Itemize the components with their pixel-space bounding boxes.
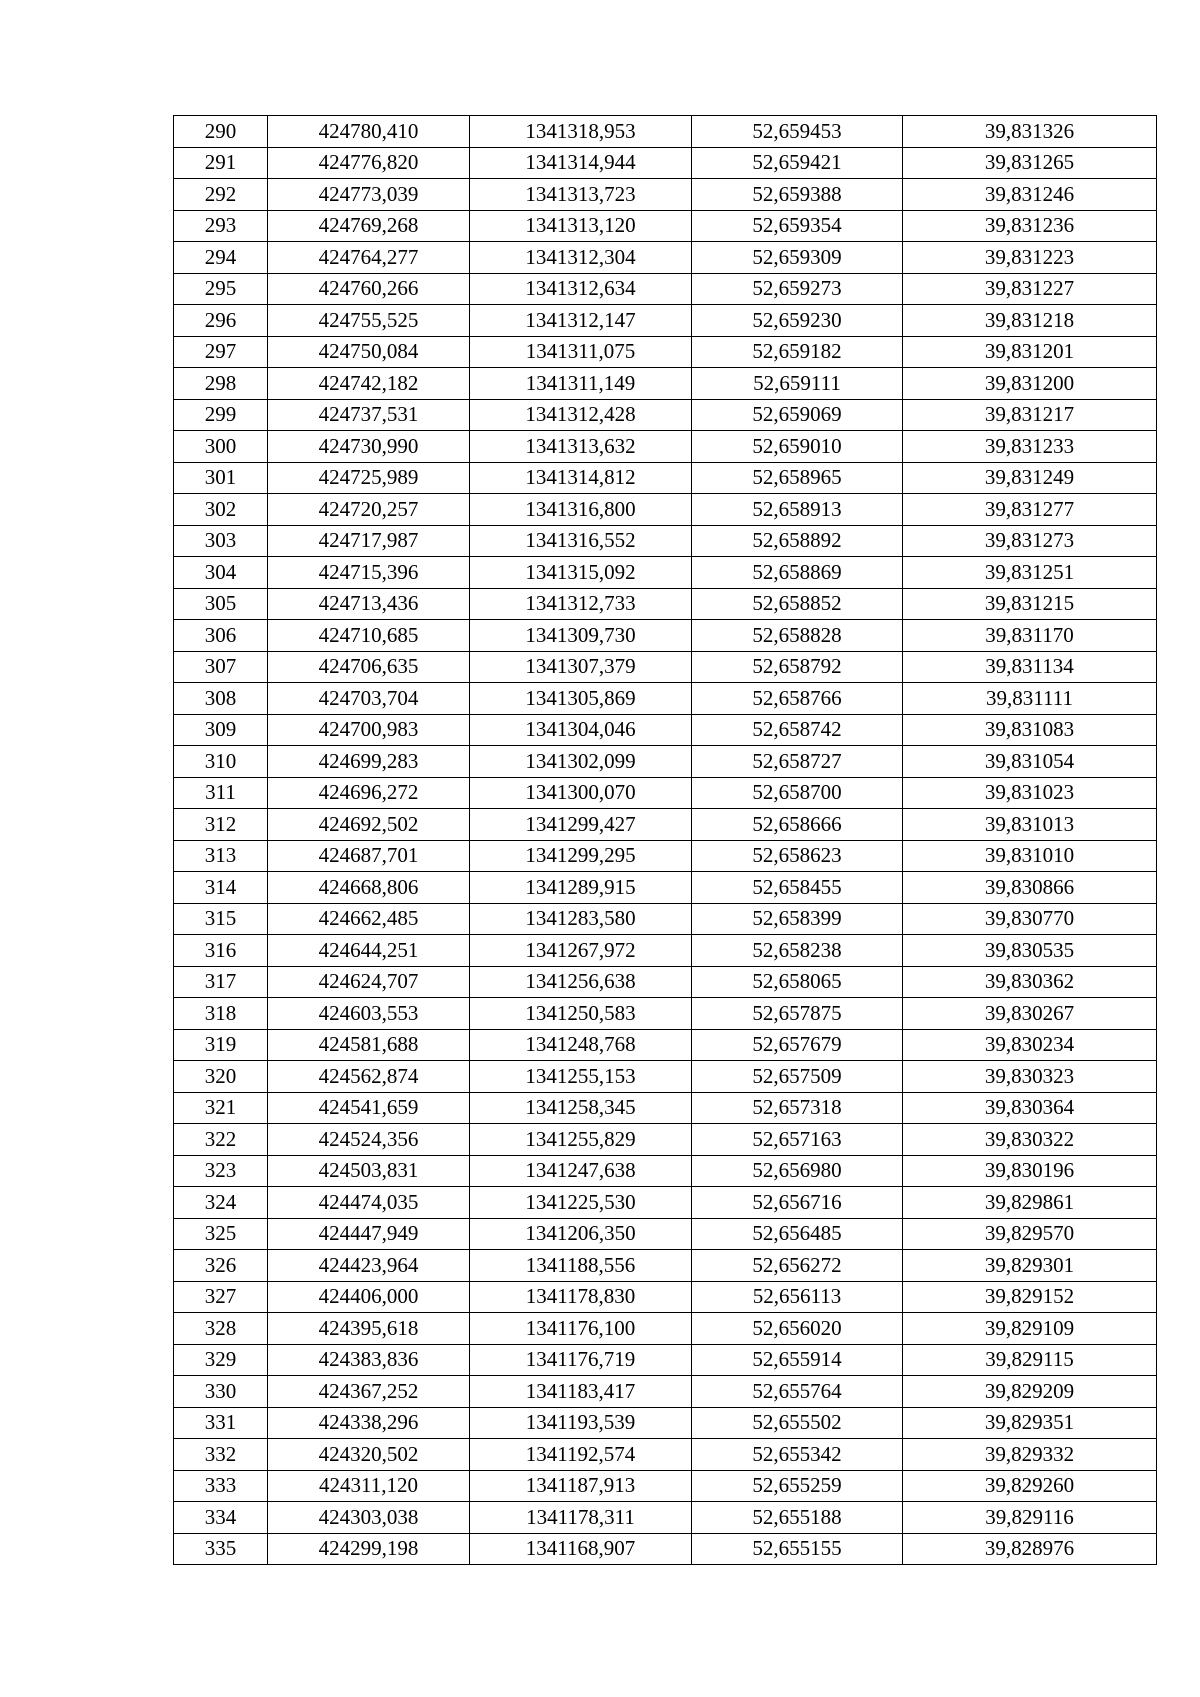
longitude-cell: 39,830364 bbox=[903, 1092, 1157, 1124]
x-coordinate-cell: 424320,502 bbox=[268, 1439, 470, 1471]
longitude-cell: 39,829861 bbox=[903, 1187, 1157, 1219]
longitude-cell: 39,830362 bbox=[903, 966, 1157, 998]
longitude-cell: 39,831236 bbox=[903, 210, 1157, 242]
latitude-cell: 52,659010 bbox=[692, 431, 903, 463]
point-number-cell: 333 bbox=[174, 1470, 268, 1502]
longitude-cell: 39,830866 bbox=[903, 872, 1157, 904]
table-row bbox=[174, 1313, 1157, 1345]
point-number-cell: 328 bbox=[174, 1313, 268, 1345]
latitude-cell: 52,658065 bbox=[692, 966, 903, 998]
point-number-cell: 314 bbox=[174, 872, 268, 904]
x-coordinate-cell: 424624,707 bbox=[268, 966, 470, 998]
x-coordinate-cell: 424755,525 bbox=[268, 305, 470, 337]
latitude-cell: 52,658869 bbox=[692, 557, 903, 589]
table-row bbox=[174, 1250, 1157, 1282]
point-number-cell: 319 bbox=[174, 1029, 268, 1061]
point-number-cell: 304 bbox=[174, 557, 268, 589]
latitude-cell: 52,656485 bbox=[692, 1218, 903, 1250]
point-number-cell: 302 bbox=[174, 494, 268, 526]
table-row bbox=[174, 147, 1157, 179]
latitude-cell: 52,659273 bbox=[692, 273, 903, 305]
table-row bbox=[174, 431, 1157, 463]
latitude-cell: 52,658238 bbox=[692, 935, 903, 967]
table-row bbox=[174, 872, 1157, 904]
table-row bbox=[174, 462, 1157, 494]
x-coordinate-cell: 424644,251 bbox=[268, 935, 470, 967]
point-number-cell: 317 bbox=[174, 966, 268, 998]
x-coordinate-cell: 424303,038 bbox=[268, 1502, 470, 1534]
y-coordinate-cell: 1341316,552 bbox=[470, 525, 692, 557]
table-row bbox=[174, 1029, 1157, 1061]
x-coordinate-cell: 424696,272 bbox=[268, 777, 470, 809]
longitude-cell: 39,830535 bbox=[903, 935, 1157, 967]
latitude-cell: 52,657509 bbox=[692, 1061, 903, 1093]
point-number-cell: 326 bbox=[174, 1250, 268, 1282]
y-coordinate-cell: 1341178,830 bbox=[470, 1281, 692, 1313]
table-row bbox=[174, 651, 1157, 683]
latitude-cell: 52,657163 bbox=[692, 1124, 903, 1156]
longitude-cell: 39,829351 bbox=[903, 1407, 1157, 1439]
latitude-cell: 52,658852 bbox=[692, 588, 903, 620]
longitude-cell: 39,831111 bbox=[903, 683, 1157, 715]
point-number-cell: 307 bbox=[174, 651, 268, 683]
point-number-cell: 334 bbox=[174, 1502, 268, 1534]
latitude-cell: 52,656272 bbox=[692, 1250, 903, 1282]
y-coordinate-cell: 1341192,574 bbox=[470, 1439, 692, 1471]
latitude-cell: 52,659230 bbox=[692, 305, 903, 337]
point-number-cell: 318 bbox=[174, 998, 268, 1030]
point-number-cell: 290 bbox=[174, 116, 268, 148]
y-coordinate-cell: 1341187,913 bbox=[470, 1470, 692, 1502]
x-coordinate-cell: 424603,553 bbox=[268, 998, 470, 1030]
x-coordinate-cell: 424406,000 bbox=[268, 1281, 470, 1313]
longitude-cell: 39,831326 bbox=[903, 116, 1157, 148]
y-coordinate-cell: 1341255,153 bbox=[470, 1061, 692, 1093]
point-number-cell: 335 bbox=[174, 1533, 268, 1565]
longitude-cell: 39,830234 bbox=[903, 1029, 1157, 1061]
point-number-cell: 297 bbox=[174, 336, 268, 368]
x-coordinate-cell: 424668,806 bbox=[268, 872, 470, 904]
latitude-cell: 52,655155 bbox=[692, 1533, 903, 1565]
y-coordinate-cell: 1341193,539 bbox=[470, 1407, 692, 1439]
x-coordinate-cell: 424541,659 bbox=[268, 1092, 470, 1124]
latitude-cell: 52,655342 bbox=[692, 1439, 903, 1471]
table-row bbox=[174, 683, 1157, 715]
point-number-cell: 310 bbox=[174, 746, 268, 778]
x-coordinate-cell: 424383,836 bbox=[268, 1344, 470, 1376]
y-coordinate-cell: 1341315,092 bbox=[470, 557, 692, 589]
longitude-cell: 39,831201 bbox=[903, 336, 1157, 368]
x-coordinate-cell: 424769,268 bbox=[268, 210, 470, 242]
point-number-cell: 309 bbox=[174, 714, 268, 746]
point-number-cell: 331 bbox=[174, 1407, 268, 1439]
latitude-cell: 52,658965 bbox=[692, 462, 903, 494]
table-row bbox=[174, 273, 1157, 305]
point-number-cell: 330 bbox=[174, 1376, 268, 1408]
table-row bbox=[174, 840, 1157, 872]
longitude-cell: 39,831227 bbox=[903, 273, 1157, 305]
table-row bbox=[174, 242, 1157, 274]
y-coordinate-cell: 1341176,719 bbox=[470, 1344, 692, 1376]
longitude-cell: 39,831054 bbox=[903, 746, 1157, 778]
latitude-cell: 52,658623 bbox=[692, 840, 903, 872]
x-coordinate-cell: 424395,618 bbox=[268, 1313, 470, 1345]
x-coordinate-cell: 424699,283 bbox=[268, 746, 470, 778]
longitude-cell: 39,829570 bbox=[903, 1218, 1157, 1250]
x-coordinate-cell: 424662,485 bbox=[268, 903, 470, 935]
table-row bbox=[174, 557, 1157, 589]
latitude-cell: 52,655914 bbox=[692, 1344, 903, 1376]
latitude-cell: 52,658455 bbox=[692, 872, 903, 904]
latitude-cell: 52,656716 bbox=[692, 1187, 903, 1219]
x-coordinate-cell: 424776,820 bbox=[268, 147, 470, 179]
y-coordinate-cell: 1341312,733 bbox=[470, 588, 692, 620]
longitude-cell: 39,829209 bbox=[903, 1376, 1157, 1408]
longitude-cell: 39,831251 bbox=[903, 557, 1157, 589]
x-coordinate-cell: 424750,084 bbox=[268, 336, 470, 368]
latitude-cell: 52,658766 bbox=[692, 683, 903, 715]
table-row bbox=[174, 179, 1157, 211]
table-row bbox=[174, 1344, 1157, 1376]
coordinates-table bbox=[173, 115, 1157, 1565]
point-number-cell: 323 bbox=[174, 1155, 268, 1187]
y-coordinate-cell: 1341311,075 bbox=[470, 336, 692, 368]
longitude-cell: 39,831023 bbox=[903, 777, 1157, 809]
latitude-cell: 52,656113 bbox=[692, 1281, 903, 1313]
x-coordinate-cell: 424730,990 bbox=[268, 431, 470, 463]
latitude-cell: 52,658742 bbox=[692, 714, 903, 746]
longitude-cell: 39,831200 bbox=[903, 368, 1157, 400]
point-number-cell: 296 bbox=[174, 305, 268, 337]
latitude-cell: 52,659421 bbox=[692, 147, 903, 179]
table-row bbox=[174, 1124, 1157, 1156]
table-row bbox=[174, 1155, 1157, 1187]
y-coordinate-cell: 1341255,829 bbox=[470, 1124, 692, 1156]
longitude-cell: 39,829332 bbox=[903, 1439, 1157, 1471]
longitude-cell: 39,830323 bbox=[903, 1061, 1157, 1093]
table-row bbox=[174, 1376, 1157, 1408]
point-number-cell: 315 bbox=[174, 903, 268, 935]
y-coordinate-cell: 1341307,379 bbox=[470, 651, 692, 683]
point-number-cell: 300 bbox=[174, 431, 268, 463]
latitude-cell: 52,655259 bbox=[692, 1470, 903, 1502]
y-coordinate-cell: 1341312,147 bbox=[470, 305, 692, 337]
longitude-cell: 39,831246 bbox=[903, 179, 1157, 211]
longitude-cell: 39,831215 bbox=[903, 588, 1157, 620]
latitude-cell: 52,659309 bbox=[692, 242, 903, 274]
longitude-cell: 39,831134 bbox=[903, 651, 1157, 683]
point-number-cell: 303 bbox=[174, 525, 268, 557]
point-number-cell: 294 bbox=[174, 242, 268, 274]
latitude-cell: 52,655502 bbox=[692, 1407, 903, 1439]
y-coordinate-cell: 1341183,417 bbox=[470, 1376, 692, 1408]
longitude-cell: 39,831013 bbox=[903, 809, 1157, 841]
y-coordinate-cell: 1341168,907 bbox=[470, 1533, 692, 1565]
longitude-cell: 39,829109 bbox=[903, 1313, 1157, 1345]
y-coordinate-cell: 1341299,295 bbox=[470, 840, 692, 872]
latitude-cell: 52,658892 bbox=[692, 525, 903, 557]
longitude-cell: 39,828976 bbox=[903, 1533, 1157, 1565]
point-number-cell: 329 bbox=[174, 1344, 268, 1376]
longitude-cell: 39,829152 bbox=[903, 1281, 1157, 1313]
point-number-cell: 308 bbox=[174, 683, 268, 715]
y-coordinate-cell: 1341314,944 bbox=[470, 147, 692, 179]
latitude-cell: 52,659354 bbox=[692, 210, 903, 242]
longitude-cell: 39,831223 bbox=[903, 242, 1157, 274]
longitude-cell: 39,831277 bbox=[903, 494, 1157, 526]
x-coordinate-cell: 424311,120 bbox=[268, 1470, 470, 1502]
x-coordinate-cell: 424717,987 bbox=[268, 525, 470, 557]
y-coordinate-cell: 1341250,583 bbox=[470, 998, 692, 1030]
x-coordinate-cell: 424423,964 bbox=[268, 1250, 470, 1282]
x-coordinate-cell: 424447,949 bbox=[268, 1218, 470, 1250]
table-row bbox=[174, 1281, 1157, 1313]
y-coordinate-cell: 1341309,730 bbox=[470, 620, 692, 652]
x-coordinate-cell: 424474,035 bbox=[268, 1187, 470, 1219]
x-coordinate-cell: 424715,396 bbox=[268, 557, 470, 589]
longitude-cell: 39,831233 bbox=[903, 431, 1157, 463]
y-coordinate-cell: 1341312,634 bbox=[470, 273, 692, 305]
table-row bbox=[174, 399, 1157, 431]
table-row bbox=[174, 777, 1157, 809]
longitude-cell: 39,831273 bbox=[903, 525, 1157, 557]
table-row bbox=[174, 998, 1157, 1030]
table-row bbox=[174, 368, 1157, 400]
latitude-cell: 52,658792 bbox=[692, 651, 903, 683]
x-coordinate-cell: 424703,704 bbox=[268, 683, 470, 715]
y-coordinate-cell: 1341304,046 bbox=[470, 714, 692, 746]
longitude-cell: 39,831249 bbox=[903, 462, 1157, 494]
point-number-cell: 312 bbox=[174, 809, 268, 841]
x-coordinate-cell: 424338,296 bbox=[268, 1407, 470, 1439]
latitude-cell: 52,658399 bbox=[692, 903, 903, 935]
x-coordinate-cell: 424562,874 bbox=[268, 1061, 470, 1093]
x-coordinate-cell: 424720,257 bbox=[268, 494, 470, 526]
longitude-cell: 39,830267 bbox=[903, 998, 1157, 1030]
y-coordinate-cell: 1341248,768 bbox=[470, 1029, 692, 1061]
y-coordinate-cell: 1341283,580 bbox=[470, 903, 692, 935]
table-row bbox=[174, 305, 1157, 337]
latitude-cell: 52,655188 bbox=[692, 1502, 903, 1534]
table-row bbox=[174, 966, 1157, 998]
longitude-cell: 39,831218 bbox=[903, 305, 1157, 337]
point-number-cell: 325 bbox=[174, 1218, 268, 1250]
point-number-cell: 313 bbox=[174, 840, 268, 872]
point-number-cell: 327 bbox=[174, 1281, 268, 1313]
table-row bbox=[174, 1407, 1157, 1439]
latitude-cell: 52,658913 bbox=[692, 494, 903, 526]
point-number-cell: 306 bbox=[174, 620, 268, 652]
table-row bbox=[174, 1187, 1157, 1219]
longitude-cell: 39,831217 bbox=[903, 399, 1157, 431]
longitude-cell: 39,831170 bbox=[903, 620, 1157, 652]
y-coordinate-cell: 1341300,070 bbox=[470, 777, 692, 809]
table-row bbox=[174, 336, 1157, 368]
table-row bbox=[174, 494, 1157, 526]
y-coordinate-cell: 1341316,800 bbox=[470, 494, 692, 526]
point-number-cell: 293 bbox=[174, 210, 268, 242]
table-row bbox=[174, 1533, 1157, 1565]
point-number-cell: 305 bbox=[174, 588, 268, 620]
table-row bbox=[174, 1502, 1157, 1534]
point-number-cell: 292 bbox=[174, 179, 268, 211]
table-row bbox=[174, 1092, 1157, 1124]
point-number-cell: 316 bbox=[174, 935, 268, 967]
latitude-cell: 52,657875 bbox=[692, 998, 903, 1030]
x-coordinate-cell: 424780,410 bbox=[268, 116, 470, 148]
y-coordinate-cell: 1341256,638 bbox=[470, 966, 692, 998]
x-coordinate-cell: 424503,831 bbox=[268, 1155, 470, 1187]
latitude-cell: 52,659069 bbox=[692, 399, 903, 431]
point-number-cell: 299 bbox=[174, 399, 268, 431]
latitude-cell: 52,658828 bbox=[692, 620, 903, 652]
longitude-cell: 39,830770 bbox=[903, 903, 1157, 935]
x-coordinate-cell: 424764,277 bbox=[268, 242, 470, 274]
y-coordinate-cell: 1341314,812 bbox=[470, 462, 692, 494]
y-coordinate-cell: 1341302,099 bbox=[470, 746, 692, 778]
latitude-cell: 52,659453 bbox=[692, 116, 903, 148]
table-row bbox=[174, 1439, 1157, 1471]
x-coordinate-cell: 424760,266 bbox=[268, 273, 470, 305]
table-row bbox=[174, 1218, 1157, 1250]
table-row bbox=[174, 714, 1157, 746]
y-coordinate-cell: 1341176,100 bbox=[470, 1313, 692, 1345]
y-coordinate-cell: 1341258,345 bbox=[470, 1092, 692, 1124]
point-number-cell: 321 bbox=[174, 1092, 268, 1124]
y-coordinate-cell: 1341247,638 bbox=[470, 1155, 692, 1187]
y-coordinate-cell: 1341267,972 bbox=[470, 935, 692, 967]
latitude-cell: 52,656980 bbox=[692, 1155, 903, 1187]
y-coordinate-cell: 1341313,120 bbox=[470, 210, 692, 242]
y-coordinate-cell: 1341318,953 bbox=[470, 116, 692, 148]
y-coordinate-cell: 1341312,304 bbox=[470, 242, 692, 274]
table-row bbox=[174, 903, 1157, 935]
y-coordinate-cell: 1341313,723 bbox=[470, 179, 692, 211]
table-row bbox=[174, 935, 1157, 967]
y-coordinate-cell: 1341225,530 bbox=[470, 1187, 692, 1219]
longitude-cell: 39,831083 bbox=[903, 714, 1157, 746]
x-coordinate-cell: 424725,989 bbox=[268, 462, 470, 494]
y-coordinate-cell: 1341188,556 bbox=[470, 1250, 692, 1282]
x-coordinate-cell: 424713,436 bbox=[268, 588, 470, 620]
longitude-cell: 39,831265 bbox=[903, 147, 1157, 179]
longitude-cell: 39,830196 bbox=[903, 1155, 1157, 1187]
table-row bbox=[174, 620, 1157, 652]
latitude-cell: 52,657318 bbox=[692, 1092, 903, 1124]
longitude-cell: 39,831010 bbox=[903, 840, 1157, 872]
latitude-cell: 52,659111 bbox=[692, 368, 903, 400]
table-row bbox=[174, 809, 1157, 841]
table-row bbox=[174, 1061, 1157, 1093]
y-coordinate-cell: 1341312,428 bbox=[470, 399, 692, 431]
point-number-cell: 295 bbox=[174, 273, 268, 305]
x-coordinate-cell: 424706,635 bbox=[268, 651, 470, 683]
latitude-cell: 52,657679 bbox=[692, 1029, 903, 1061]
y-coordinate-cell: 1341305,869 bbox=[470, 683, 692, 715]
latitude-cell: 52,655764 bbox=[692, 1376, 903, 1408]
y-coordinate-cell: 1341311,149 bbox=[470, 368, 692, 400]
x-coordinate-cell: 424692,502 bbox=[268, 809, 470, 841]
x-coordinate-cell: 424737,531 bbox=[268, 399, 470, 431]
point-number-cell: 301 bbox=[174, 462, 268, 494]
x-coordinate-cell: 424700,983 bbox=[268, 714, 470, 746]
x-coordinate-cell: 424687,701 bbox=[268, 840, 470, 872]
point-number-cell: 298 bbox=[174, 368, 268, 400]
longitude-cell: 39,829115 bbox=[903, 1344, 1157, 1376]
coordinates-table-body bbox=[174, 116, 1157, 1565]
point-number-cell: 320 bbox=[174, 1061, 268, 1093]
longitude-cell: 39,829116 bbox=[903, 1502, 1157, 1534]
latitude-cell: 52,656020 bbox=[692, 1313, 903, 1345]
latitude-cell: 52,659182 bbox=[692, 336, 903, 368]
x-coordinate-cell: 424581,688 bbox=[268, 1029, 470, 1061]
x-coordinate-cell: 424710,685 bbox=[268, 620, 470, 652]
point-number-cell: 291 bbox=[174, 147, 268, 179]
table-row bbox=[174, 746, 1157, 778]
y-coordinate-cell: 1341289,915 bbox=[470, 872, 692, 904]
latitude-cell: 52,659388 bbox=[692, 179, 903, 211]
x-coordinate-cell: 424524,356 bbox=[268, 1124, 470, 1156]
table-row bbox=[174, 1470, 1157, 1502]
longitude-cell: 39,829260 bbox=[903, 1470, 1157, 1502]
x-coordinate-cell: 424742,182 bbox=[268, 368, 470, 400]
longitude-cell: 39,829301 bbox=[903, 1250, 1157, 1282]
y-coordinate-cell: 1341299,427 bbox=[470, 809, 692, 841]
point-number-cell: 322 bbox=[174, 1124, 268, 1156]
longitude-cell: 39,830322 bbox=[903, 1124, 1157, 1156]
point-number-cell: 324 bbox=[174, 1187, 268, 1219]
x-coordinate-cell: 424773,039 bbox=[268, 179, 470, 211]
point-number-cell: 332 bbox=[174, 1439, 268, 1471]
y-coordinate-cell: 1341206,350 bbox=[470, 1218, 692, 1250]
table-row bbox=[174, 588, 1157, 620]
point-number-cell: 311 bbox=[174, 777, 268, 809]
y-coordinate-cell: 1341313,632 bbox=[470, 431, 692, 463]
y-coordinate-cell: 1341178,311 bbox=[470, 1502, 692, 1534]
table-row bbox=[174, 210, 1157, 242]
latitude-cell: 52,658727 bbox=[692, 746, 903, 778]
x-coordinate-cell: 424367,252 bbox=[268, 1376, 470, 1408]
x-coordinate-cell: 424299,198 bbox=[268, 1533, 470, 1565]
latitude-cell: 52,658700 bbox=[692, 777, 903, 809]
table-row bbox=[174, 525, 1157, 557]
table-row bbox=[174, 116, 1157, 148]
latitude-cell: 52,658666 bbox=[692, 809, 903, 841]
